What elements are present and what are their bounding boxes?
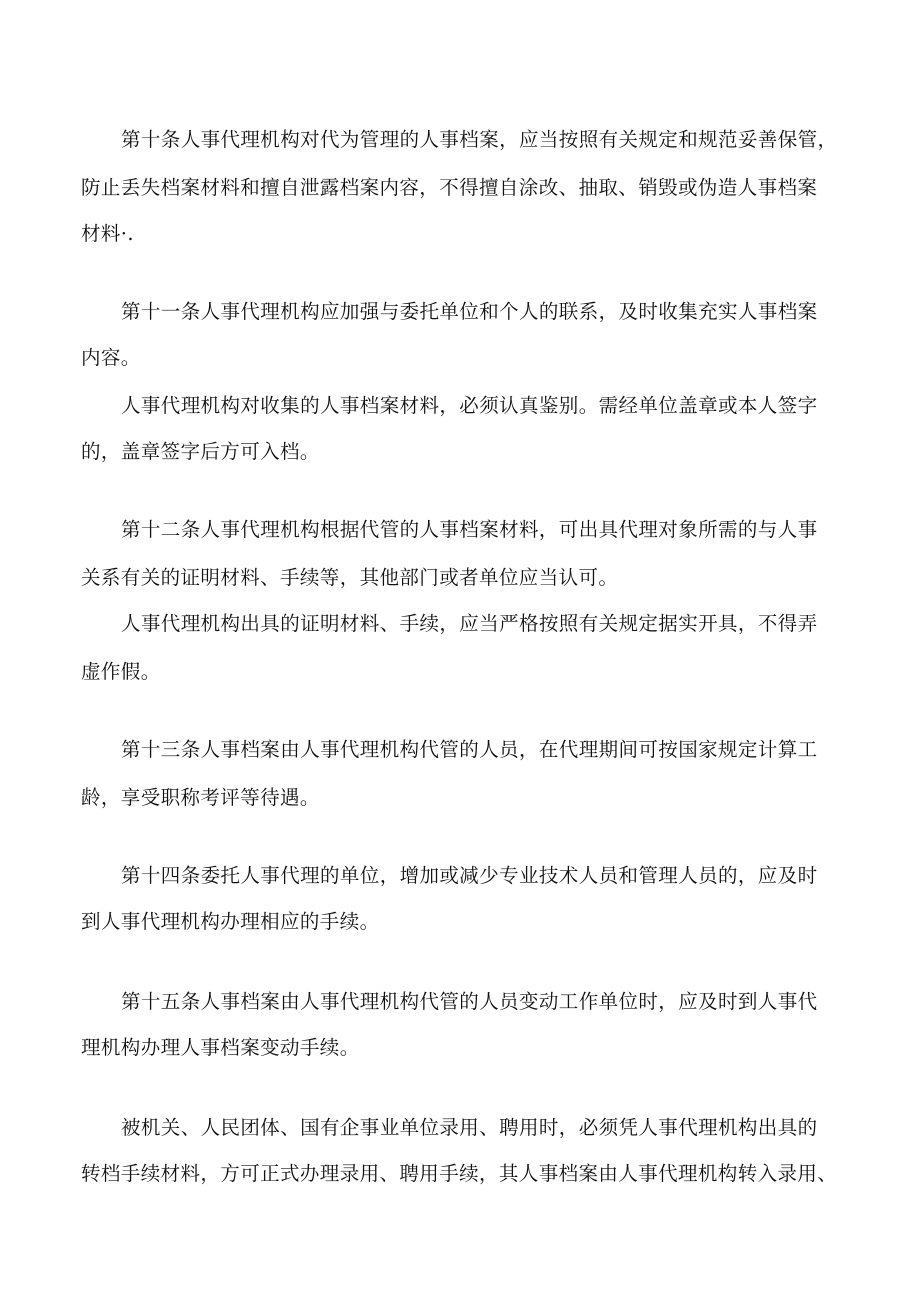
text-line: 的，盖章签字后方可入档。 <box>81 440 320 463</box>
text-line: 理机构办理人事档案变动手续。 <box>81 1036 360 1059</box>
text-line: 关系有关的证明材料、手续等，其他部门或者单位应当认可。 <box>81 566 619 589</box>
text-line: 材料·. <box>81 222 134 245</box>
text-line: 内容。 <box>81 346 141 369</box>
text-line: 人事代理机构出具的证明材料、手续，应当严格按照有关规定据实开具，不得弄 <box>121 612 818 635</box>
text-line: 第十五条人事档案由人事代理机构代管的人员变动工作单位时，应及时到人事代 <box>121 990 818 1013</box>
text-line: 到人事代理机构办理相应的手续。 <box>81 910 380 933</box>
text-line: 被机关、人民团体、国有企事业单位录用、聘用时，必须凭人事代理机构出具的 <box>121 1116 818 1139</box>
text-line: 防止丢失档案材料和擅自泄露档案内容，不得擅自涂改、抽取、销毁或伪造人事档案 <box>81 176 818 199</box>
text-line: 人事代理机构对收集的人事档案材料，必须认真鉴别。需经单位盖章或本人签字 <box>121 394 818 417</box>
text-line: 第十四条委托人事代理的单位，增加或减少专业技术人员和管理人员的，应及时 <box>121 864 818 887</box>
text-line: 龄，享受职称考评等待遇。 <box>81 786 320 809</box>
text-line: 第十二条人事代理机构根据代管的人事档案材料，可出具代理对象所需的与人事 <box>121 518 818 541</box>
text-line: 虚作假。 <box>81 660 161 683</box>
text-line: 第十三条人事档案由人事代理机构代管的人员，在代理期间可按国家规定计算工 <box>121 738 818 761</box>
text-line: 第十一条人事代理机构应加强与委托单位和个人的联系，及时收集充实人事档案 <box>121 300 818 323</box>
text-line: 第十条人事代理机构对代为管理的人事档案，应当按照有关规定和规范妥善保管， <box>121 128 838 151</box>
text-line: 转档手续材料，方可正式办理录用、聘用手续，其人事档案由人事代理机构转入录用、 <box>81 1162 838 1185</box>
